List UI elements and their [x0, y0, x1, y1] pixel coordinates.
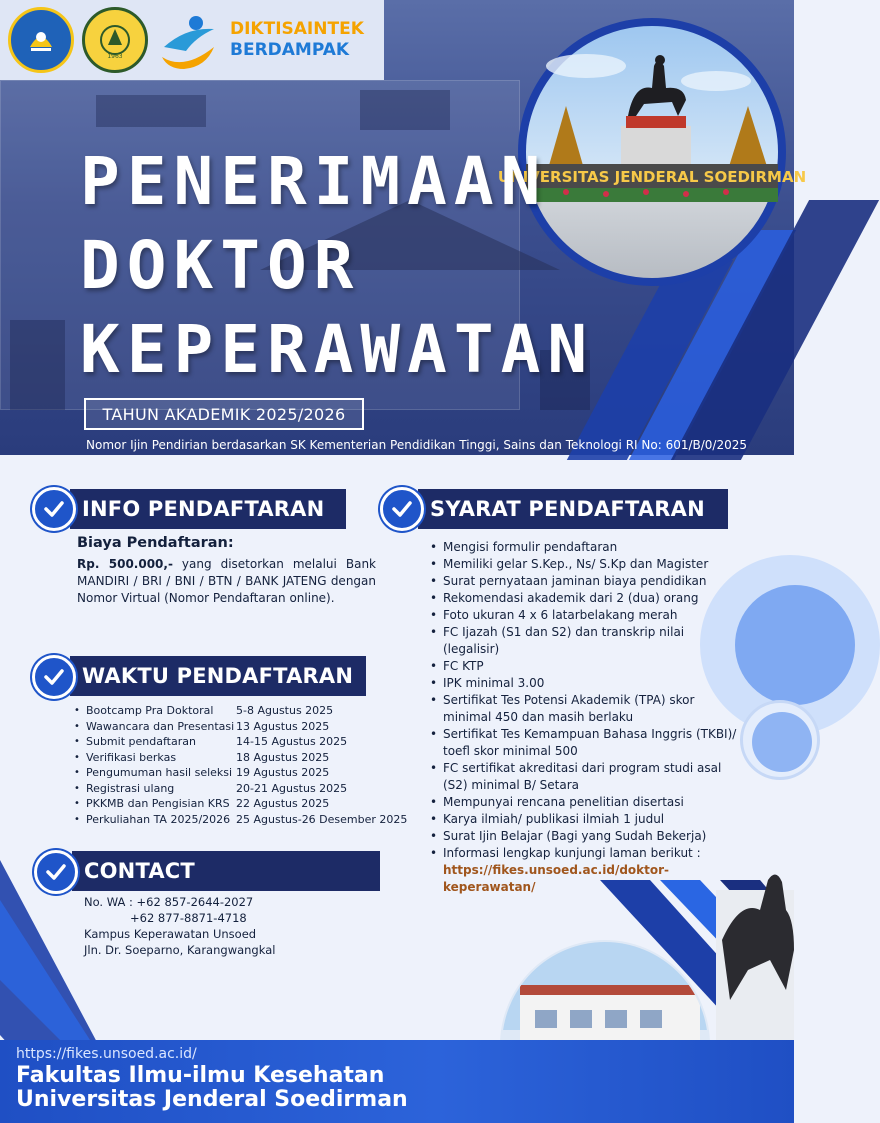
- contact-wa[interactable]: No. WA : +62 857-2644-2027: [84, 895, 254, 909]
- schedule-row: • Submit pendaftaran 14-15 Agustus 2025: [74, 735, 348, 748]
- schedule-row: • Verifikasi berkas 18 Agustus 2025: [74, 750, 330, 764]
- schedule-event: Verifikasi berkas: [86, 750, 177, 764]
- schedule-event: Registrasi ulang: [86, 781, 175, 795]
- requirement-item: • Memiliki gelar S.Kep., Ns/ S.Kp dan Magister: [430, 557, 709, 571]
- footer-faculty: Fakultas Ilmu-ilmu Kesehatan: [16, 1063, 385, 1088]
- schedule-date: 5-8 Agustus 2025: [236, 704, 334, 717]
- brand-line1: DIKTISAINTEK: [230, 19, 364, 39]
- requirement-item: • FC KTP: [430, 659, 484, 673]
- schedule-list: [74, 703, 414, 827]
- campus-sign-text: UNIVERSITAS JENDERAL SOEDIRMAN: [497, 168, 807, 186]
- check-icon: [380, 487, 424, 531]
- requirement-item: • FC Ijazah (S1 dan S2) dan transkrip nilai (legalisir): [430, 625, 685, 656]
- info-heading: INFO PENDAFTARAN: [70, 489, 346, 529]
- requirement-item: • Mempunyai rencana penelitian disertasi: [430, 795, 684, 809]
- brand-wordmark: [230, 19, 364, 61]
- schedule-event: Bootcamp Pra Doktoral: [86, 704, 214, 717]
- schedule-row: • Registrasi ulang 20-21 Agustus 2025: [74, 781, 348, 795]
- unsoed-logo-year: 1963: [107, 53, 123, 60]
- schedule-date: 13 Agustus 2025: [236, 719, 330, 733]
- brand-line2: BERDAMPAK: [230, 40, 350, 60]
- schedule-event: PKKMB dan Pengisian KRS: [86, 797, 230, 810]
- requirement-item: • Informasi lengkap kunjungi laman berikut :: [430, 846, 701, 860]
- requirement-item: • Karya ilmiah/ publikasi ilmiah 1 judul: [430, 812, 665, 826]
- fee-text: yang disetorkan melalui Bank MANDIRI / BRI / BNI / BTN / BANK JATENG dengan Nomor Virtual (Nomor Pendaftaran online).: [77, 557, 376, 605]
- decor-circle-inner: [735, 585, 855, 705]
- requirement-item: • Rekomendasi akademik dari 2 (dua) orang: [430, 591, 699, 605]
- requirements-list: [428, 539, 743, 896]
- tut-wuri-handayani-logo: [8, 7, 74, 73]
- schedule-row: • Bootcamp Pra Doktoral 5-8 Agustus 2025: [74, 704, 334, 717]
- schedule-row: • Pengumuman hasil seleksi 19 Agustus 2025: [74, 766, 330, 779]
- page-title: [80, 140, 594, 392]
- fee-description: [77, 556, 376, 607]
- fee-label: Biaya Pendaftaran:: [77, 535, 234, 551]
- footer-url[interactable]: https://fikes.unsoed.ac.id/: [16, 1046, 197, 1062]
- title-line3: KEPERAWATAN: [80, 311, 595, 388]
- license-note: Nomor Ijin Pendirian berdasarkan SK Kementerian Pendidikan Tinggi, Sains dan Teknologi RI No: 601/B/0/2025: [86, 438, 748, 452]
- schedule-row: • Perkuliahan TA 2025/2026 25 Agustus-26 Desember 2025: [74, 812, 408, 826]
- schedule-row: • Wawancara dan Presentasi 13 Agustus 2025: [74, 719, 330, 733]
- contact-address: Jln. Dr. Soeparno, Karangwangkal: [84, 943, 276, 957]
- schedule-date: 19 Agustus 2025: [236, 766, 330, 779]
- requirement-item: • FC sertifikat akreditasi dari program studi asal (S2) minimal B/ Setara: [430, 761, 722, 792]
- title-line1: PENERIMAAN: [80, 143, 548, 220]
- schedule-event: Wawancara dan Presentasi: [86, 719, 235, 733]
- academic-year-badge: TAHUN AKADEMIK 2025/2026: [84, 398, 364, 430]
- unsoed-logo: [82, 7, 148, 73]
- footer-institution: [16, 1064, 408, 1112]
- requirement-item: • Mengisi formulir pendaftaran: [430, 540, 618, 554]
- requirements-link[interactable]: https://fikes.unsoed.ac.id/doktor-keperawatan/: [443, 863, 670, 894]
- check-icon: [32, 487, 76, 531]
- schedule-heading: WAKTU PENDAFTARAN: [70, 656, 366, 696]
- decor-circle-small-inner: [752, 712, 812, 772]
- check-icon: [32, 655, 76, 699]
- footer-university: Universitas Jenderal Soedirman: [16, 1087, 408, 1112]
- schedule-row: • PKKMB dan Pengisian KRS 22 Agustus 2025: [74, 797, 330, 810]
- fee-amount: Rp. 500.000,-: [77, 557, 173, 571]
- requirement-item: • IPK minimal 3.00: [430, 676, 545, 690]
- title-line2: DOKTOR: [80, 227, 361, 304]
- contact-wa-second[interactable]: +62 877-8871-4718: [130, 911, 247, 925]
- requirement-item: • Surat Ijin Belajar (Bagi yang Sudah Bekerja): [430, 829, 707, 843]
- schedule-event: Perkuliahan TA 2025/2026: [86, 812, 231, 826]
- schedule-date: 20-21 Agustus 2025: [236, 781, 348, 795]
- schedule-date: 18 Agustus 2025: [236, 750, 330, 764]
- schedule-event: Pengumuman hasil seleksi: [86, 766, 233, 779]
- schedule-event: Submit pendaftaran: [86, 735, 196, 748]
- logo-bar: [0, 0, 384, 80]
- requirement-item: • Surat pernyataan jaminan biaya pendidikan: [430, 574, 707, 588]
- schedule-date: 22 Agustus 2025: [236, 797, 330, 810]
- contact-campus: Kampus Keperawatan Unsoed: [84, 927, 257, 941]
- requirement-item: • Sertifikat Tes Kemampuan Bahasa Inggris (TKBI)/ toefl skor minimal 500: [430, 727, 737, 758]
- requirement-item: • Sertifikat Tes Potensi Akademik (TPA) skor minimal 450 dan masih berlaku: [430, 693, 695, 724]
- diktisaintek-logo-icon: [156, 7, 222, 73]
- contact-heading: CONTACT: [72, 851, 380, 891]
- requirement-item: • Foto ukuran 4 x 6 latarbelakang merah: [430, 608, 678, 622]
- schedule-date: 14-15 Agustus 2025: [236, 735, 348, 748]
- requirements-heading: SYARAT PENDAFTARAN: [418, 489, 728, 529]
- schedule-date: 25 Agustus-26 Desember 2025: [236, 812, 408, 826]
